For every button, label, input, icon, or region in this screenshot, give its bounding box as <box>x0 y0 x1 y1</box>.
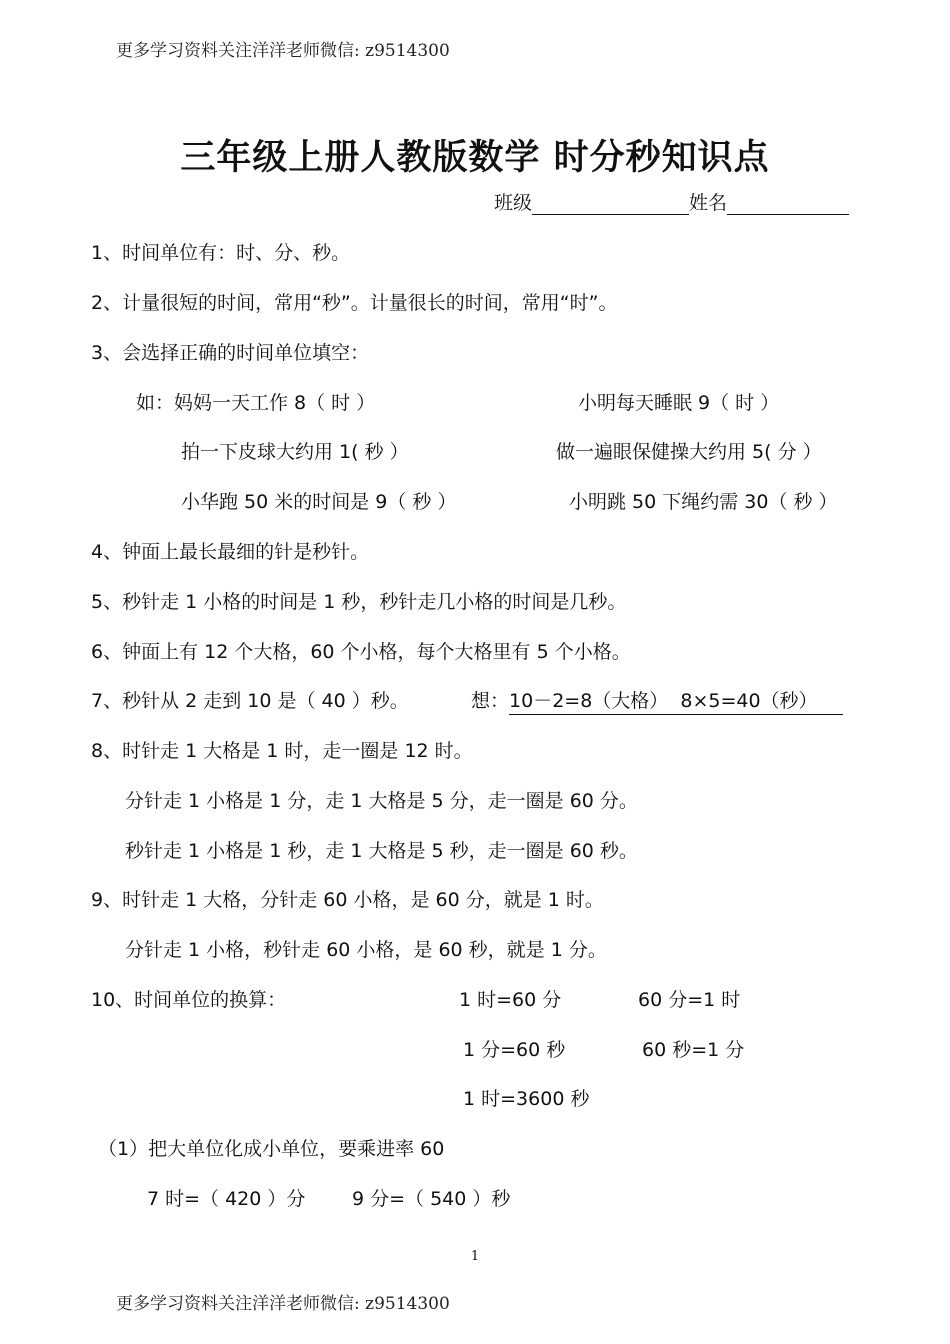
think-calculation: 10－2=8（大格） 8×5=40（秒） <box>509 689 843 715</box>
point-10: 10、时间单位的换算： <box>91 989 287 1011</box>
point-7-think <box>471 689 843 715</box>
point-7: 7、秒针从 2 走到 10 是（ 40 ）秒。 <box>91 690 409 712</box>
sub-example-1: 7 时=（ 420 ）分 <box>147 1188 306 1210</box>
example-4: 做一遍眼保健操大约用 5( 分 ） <box>556 441 822 463</box>
point-1: 1、时间单位有：时、分、秒。 <box>91 242 351 264</box>
page-number: 1 <box>470 1249 480 1264</box>
point-5: 5、秒针走 1 小格的时间是 1 秒，秒针走几小格的时间是几秒。 <box>91 591 627 613</box>
point-2: 2、计量很短的时间，常用“秒”。计量很长的时间，常用“时”。 <box>91 292 618 314</box>
point-9b: 分针走 1 小格，秒针走 60 小格，是 60 秒，就是 1 分。 <box>125 939 607 961</box>
example-1: 如：妈妈一天工作 8（ 时 ） <box>136 392 376 414</box>
class-blank[interactable] <box>532 194 689 215</box>
header-promo: 更多学习资料关注洋洋老师微信: z9514300 <box>116 41 450 61</box>
point-9a: 9、时针走 1 大格，分针走 60 小格，是 60 分，就是 1 时。 <box>91 889 604 911</box>
student-info <box>494 191 849 215</box>
point-6: 6、钟面上有 12 个大格，60 个小格，每个大格里有 5 个小格。 <box>91 641 631 663</box>
conversion-3: 1 分=60 秒 <box>463 1039 566 1061</box>
class-label: 班级 <box>494 192 533 214</box>
example-5: 小华跑 50 米的时间是 9（ 秒 ） <box>181 491 457 513</box>
point-8a: 8、时针走 1 大格是 1 时，走一圈是 12 时。 <box>91 740 473 762</box>
point-8b: 分针走 1 小格是 1 分，走 1 大格是 5 分，走一圈是 60 分。 <box>125 790 638 812</box>
example-6: 小明跳 50 下绳约需 30（ 秒 ） <box>569 491 838 513</box>
sub-example-2: 9 分=（ 540 ）秒 <box>352 1188 511 1210</box>
conversion-1: 1 时=60 分 <box>459 989 562 1011</box>
conversion-4: 60 秒=1 分 <box>642 1039 745 1061</box>
example-3: 拍一下皮球大约用 1( 秒 ） <box>181 441 409 463</box>
page-title: 三年级上册人教版数学 时分秒知识点 <box>180 138 770 178</box>
point-4: 4、钟面上最长最细的针是秒针。 <box>91 541 370 563</box>
name-blank[interactable] <box>727 194 849 215</box>
point-3: 3、会选择正确的时间单位填空： <box>91 342 370 364</box>
conversion-5: 1 时=3600 秒 <box>463 1088 590 1110</box>
think-label: 想： <box>471 690 510 712</box>
name-label: 姓名 <box>689 192 728 214</box>
footer-promo: 更多学习资料关注洋洋老师微信: z9514300 <box>116 1294 450 1314</box>
example-2: 小明每天睡眠 9（ 时 ） <box>578 392 780 414</box>
point-8c: 秒针走 1 小格是 1 秒，走 1 大格是 5 秒，走一圈是 60 秒。 <box>125 840 638 862</box>
sub-point-1: （1）把大单位化成小单位，要乘进率 60 <box>98 1138 445 1160</box>
conversion-2: 60 分=1 时 <box>638 989 741 1011</box>
